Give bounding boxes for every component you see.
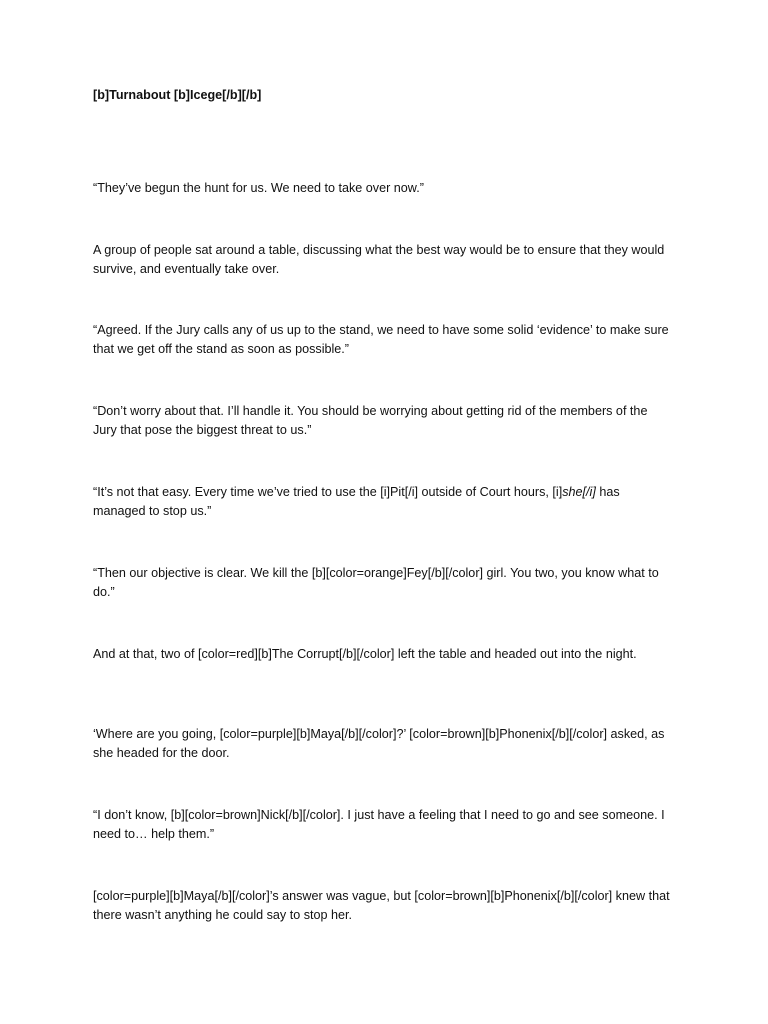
paragraph-9: “I don’t know, [b][color=brown]Nick[/b][/color]. I just have a feeling that I need to go and see someone. I need to… help them.”	[93, 808, 665, 841]
paragraph-4: “Don’t worry about that. I’ll handle it. You should be worrying about getting rid of the members of the Jury that pose the biggest threat to us.”	[93, 404, 648, 437]
paragraph-10: [color=purple][b]Maya[/b][/color]’s answer was vague, but [color=brown][b]Phonenix[/b][/color] knew that there wasn’t anything he could say to stop her.	[93, 889, 670, 922]
paragraph-3: “Agreed. If the Jury calls any of us up to the stand, we need to have some solid ‘evidence’ to make sure that we get off the stand as soon as possible.”	[93, 323, 669, 356]
paragraph-6: “Then our objective is clear. We kill the [b][color=orange]Fey[/b][/color] girl. You two, you know what to do.”	[93, 566, 659, 599]
paragraph-8: ‘Where are you going, [color=purple][b]Maya[/b][/color]?’ [color=brown][b]Phonenix[/b][/color] asked, as she headed for the door.	[93, 727, 665, 760]
paragraph-2: A group of people sat around a table, discussing what the best way would be to ensure that they would survive, and eventually take over.	[93, 243, 665, 276]
paragraph-7: And at that, two of [color=red][b]The Corrupt[/b][/color] left the table and headed out into the night.	[93, 647, 637, 661]
paragraph-5-after: has managed to stop us.”	[93, 485, 620, 518]
paragraph-1: “They’ve begun the hunt for us. We need to take over now.”	[93, 181, 424, 195]
paragraph-5-italic: she[/i]	[562, 485, 596, 499]
document-title: [b]Turnabout [b]Icege[/b][/b]	[93, 88, 262, 102]
paragraph-5-before: “It’s not that easy. Every time we’ve tried to use the [i]Pit[/i] outside of Court hours, [i]	[93, 485, 563, 499]
paragraph-5	[93, 483, 673, 521]
